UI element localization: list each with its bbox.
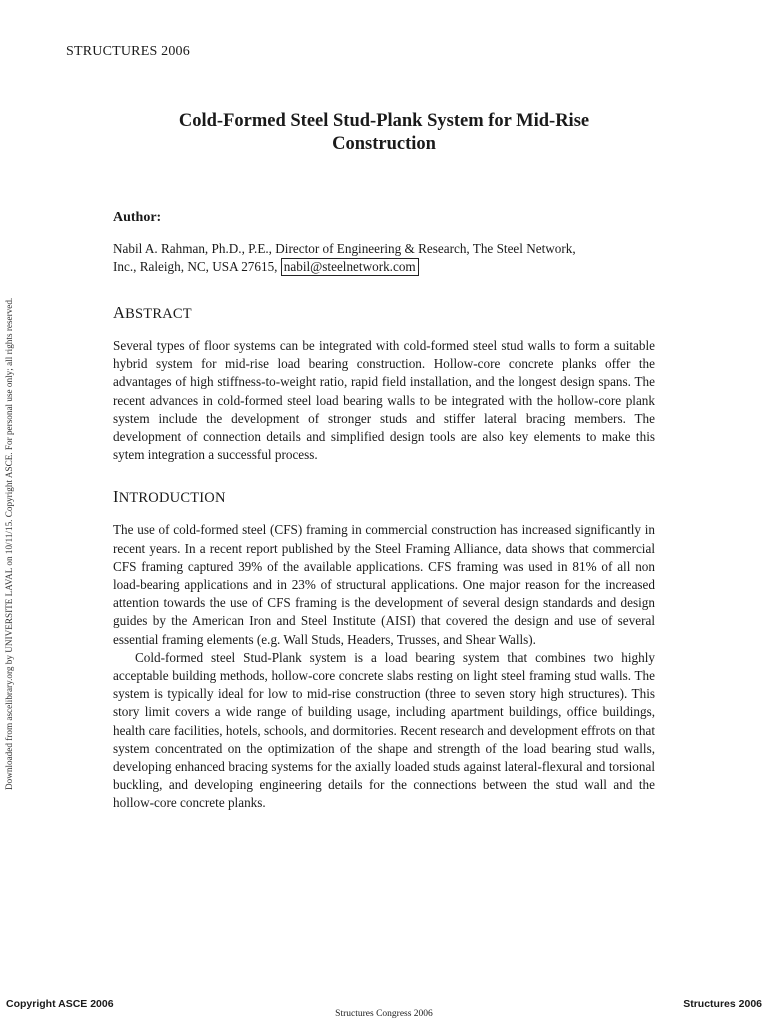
introduction-paragraph-2: Cold-formed steel Stud-Plank system is a load bearing system that combines two highly acceptable building methods, hollow-core concrete slabs resting on light steel framing stud walls. The system is typically ideal for low to mid-rise construction (three to seven story high structures). This story limit covers a wide range of building usage, including apartment buildings, office buildings, health care facilities, hotels, schools, and dormitories. Recent research and development effrots on that system concentrated on the optimization of the shape and strength of the load bearing stud walls, developing enhanced bracing systems for the axially loaded studs against lateral-flexural and torsional buckling, and developing engineering details for the connections between the stud wall and the hollow-core concrete planks. [113, 649, 655, 811]
introduction-heading [113, 487, 655, 507]
introduction-heading-initial: I [113, 487, 119, 507]
author-line-2 [113, 258, 655, 276]
abstract-heading-initial: A [113, 303, 126, 322]
footer-copyright: Copyright ASCE 2006 [6, 998, 114, 1010]
title-line-2: Construction [332, 134, 436, 154]
abstract-text: Several types of floor systems can be integrated with cold-formed steel stud walls to form a suitable hybrid system for mid-rise load bearing construction. Hollow-core concrete planks offer the advantages of high stiffness-to-weight ratio, rapid field installation, and the longest design spans. The recent advances in cold-formed steel load bearing walls to be integrated with the hollow-core plank system include the development of stronger studs and stiffer lateral bracing members. The development of connection details and simplified design tools are also key elements to make this sytem integration a successful process. [113, 338, 655, 463]
title-line-1: Cold-Formed Steel Stud-Plank System for Mid-Rise [178, 111, 590, 131]
abstract-section [113, 337, 655, 464]
introduction-heading-rest: NTRODUCTION [118, 490, 226, 507]
running-header: STRUCTURES 2006 [66, 44, 190, 59]
author-affiliation: Inc., Raleigh, NC, USA 27615, [113, 259, 281, 274]
author-label: Author: [113, 210, 162, 225]
footer-proceedings: Structures 2006 [683, 998, 762, 1010]
abstract-heading-rest: BSTRACT [125, 306, 192, 322]
author-info [113, 240, 655, 276]
footer-conference: Structures Congress 2006 [335, 1009, 433, 1019]
download-notice: Downloaded from ascelibrary.org by UNIVERSITE LAVAL on 10/11/15. Copyright ASCE. For personal use only; all rights reserved. [4, 297, 14, 790]
paper-title [100, 110, 668, 156]
author-email-link[interactable]: nabil@steelnetwork.com [281, 258, 419, 276]
abstract-heading [113, 303, 655, 323]
paper-body [113, 210, 655, 813]
introduction-section [113, 521, 655, 812]
author-line-1: Nabil A. Rahman, Ph.D., P.E., Director of Engineering & Research, The Steel Network, [113, 241, 576, 256]
introduction-paragraph-1: The use of cold-formed steel (CFS) framing in commercial construction has increased significantly in recent years. In a recent report published by the Steel Framing Alliance, data shows that commercial CFS framing captured 39% of the available applications. CFS framing was used in 81% of all non load-bearing applications and in 23% of structural applications. One major reason for the increased attention towards the use of CFS framing is the development of several design standards and design guides by the American Iron and Steel Institute (AISI) that covered the design and use of several essential framing elements (e.g. Wall Studs, Headers, Trusses, and Shear Walls). [113, 522, 655, 647]
